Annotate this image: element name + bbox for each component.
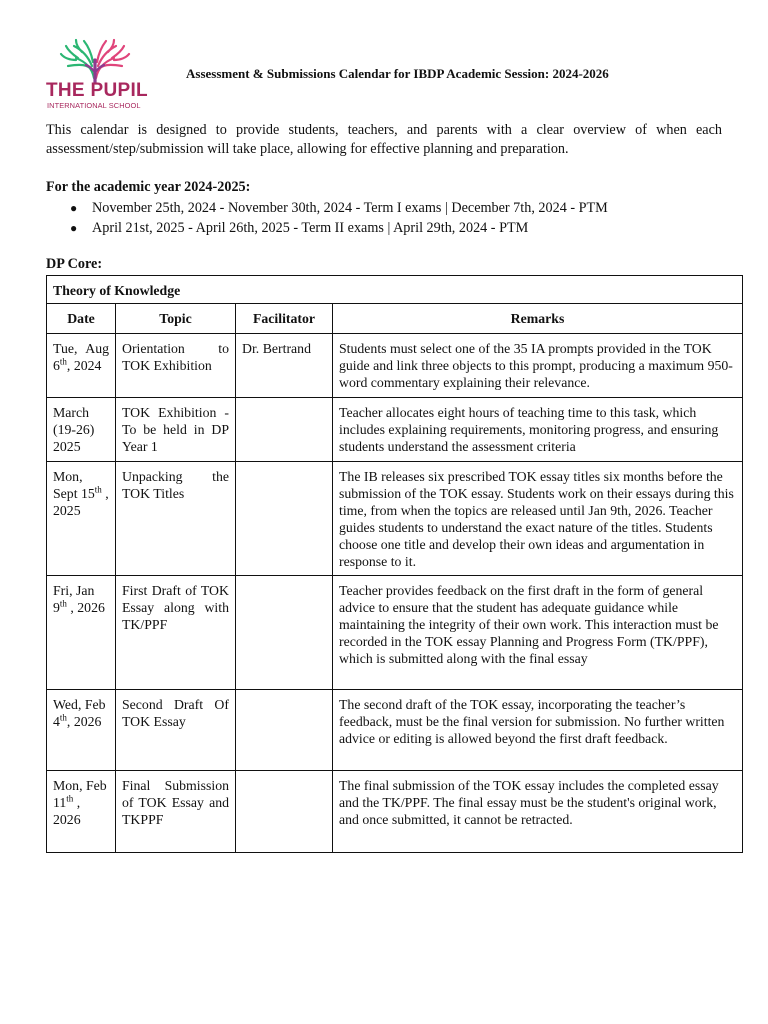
academic-year-heading: For the academic year 2024-2025:	[46, 179, 251, 195]
event-text: April 21st, 2025 - April 26th, 2025 - Term II exams | April 29th, 2024 - PTM	[92, 220, 529, 236]
table-section-row	[47, 276, 743, 304]
facilitator-cell	[236, 398, 333, 462]
table-header-row	[47, 304, 743, 334]
remarks-cell: Students must select one of the 35 IA prompts provided in the TOK guide and link three objects to this prompt, producing a maximum 950-word commentary explaining their relevance.	[333, 334, 743, 398]
date-suffix: th	[59, 356, 67, 367]
topic-cell: Orientation to TOK Exhibition	[116, 334, 236, 398]
table-row	[47, 690, 743, 771]
table-row	[47, 398, 743, 462]
facilitator-cell	[236, 576, 333, 690]
date-text: Fri, Jan 9	[53, 583, 95, 615]
school-name: THE PUPIL	[46, 80, 148, 101]
facilitator-cell	[236, 771, 333, 853]
column-header-topic: Topic	[116, 304, 236, 334]
column-header-remarks: Remarks	[333, 304, 743, 334]
intro-paragraph: This calendar is designed to provide students, teachers, and parents with a clear overview of when each assessment/step/submission will take place, allowing for effective planning and preparation.	[46, 122, 722, 157]
bullet-icon: ●	[70, 221, 78, 235]
date-text: Tue, Aug 6	[53, 341, 109, 373]
date-cell	[47, 398, 116, 462]
table-row	[47, 771, 743, 853]
column-header-date: Date	[47, 304, 116, 334]
table-row	[47, 462, 743, 576]
list-item	[46, 198, 608, 218]
date-cell	[47, 576, 116, 690]
exam-schedule-list	[46, 198, 608, 238]
date-suffix: th	[94, 484, 102, 495]
date-suffix: th	[66, 793, 74, 804]
date-cell	[47, 771, 116, 853]
date-text: Mon, Feb 11	[53, 778, 107, 810]
date-year: , 2026	[53, 795, 81, 827]
date-text: March (19-26) 2025	[53, 405, 95, 454]
tok-calendar-table	[46, 275, 743, 853]
date-year: , 2024	[66, 358, 102, 373]
table-row	[47, 334, 743, 398]
tree-logo-icon	[58, 38, 132, 84]
date-cell	[47, 334, 116, 398]
topic-cell: TOK Exhibition -To be held in DP Year 1	[116, 398, 236, 462]
column-header-facilitator: Facilitator	[236, 304, 333, 334]
facilitator-cell	[236, 462, 333, 576]
bullet-icon: ●	[70, 201, 78, 215]
date-text: Mon, Sept 15	[53, 469, 95, 501]
topic-cell: First Draft of TOK Essay along with TK/PPF	[116, 576, 236, 690]
topic-cell: Second Draft Of TOK Essay	[116, 690, 236, 771]
facilitator-cell	[236, 690, 333, 771]
table-row	[47, 576, 743, 690]
date-year: , 2026	[66, 600, 105, 615]
facilitator-cell: Dr. Bertrand	[236, 334, 333, 398]
event-text: November 25th, 2024 - November 30th, 2024 - Term I exams | December 7th, 2024 - PTM	[92, 200, 608, 216]
topic-cell: Final Submission of TOK Essay and TKPPF	[116, 771, 236, 853]
date-text: Wed, Feb 4	[53, 697, 106, 729]
dp-core-heading: DP Core:	[46, 256, 103, 272]
date-year: , 2025	[53, 486, 109, 518]
remarks-cell: Teacher allocates eight hours of teaching time to this task, which includes explaining requirements, monitoring progress, and ensuring students understand the assessment criteria	[333, 398, 743, 462]
document-title: Assessment & Submissions Calendar for IBDP Academic Session: 2024-2026	[186, 66, 609, 81]
school-subtitle: INTERNATIONAL SCHOOL	[47, 101, 141, 110]
date-cell	[47, 690, 116, 771]
topic-cell: Unpacking the TOK Titles	[116, 462, 236, 576]
list-item	[46, 218, 608, 238]
date-cell	[47, 462, 116, 576]
remarks-cell: The IB releases six prescribed TOK essay titles six months before the submission of the TOK essay. Students work on their essays during this time, from when the topics are released until Jan 9th, 2026. Teacher guides students to understand the exact nature of the titles. Students choose one title and develop their own ideas and argumentation in response to it.	[333, 462, 743, 576]
date-suffix: th	[59, 712, 67, 723]
section-title: Theory of Knowledge	[47, 276, 743, 304]
school-logo	[44, 38, 150, 112]
remarks-cell: The final submission of the TOK essay includes the completed essay and the TK/PPF. The final essay must be the student's original work, and once submitted, it cannot be retracted.	[333, 771, 743, 853]
remarks-cell: Teacher provides feedback on the first draft in the form of general advice to ensure that the student has adequate guidance while maintaining the integrity of their own work. This interaction must be recorded in the TOK essay Planning and Progress Form (TK/PPF), which is submitted along with the final essay	[333, 576, 743, 690]
date-suffix: th	[59, 598, 67, 609]
date-year: , 2026	[66, 714, 102, 729]
remarks-cell: The second draft of the TOK essay, incorporating the teacher’s feedback, must be the final version for submission. No further written advice or editing is allowed beyond the first draft feedback.	[333, 690, 743, 771]
